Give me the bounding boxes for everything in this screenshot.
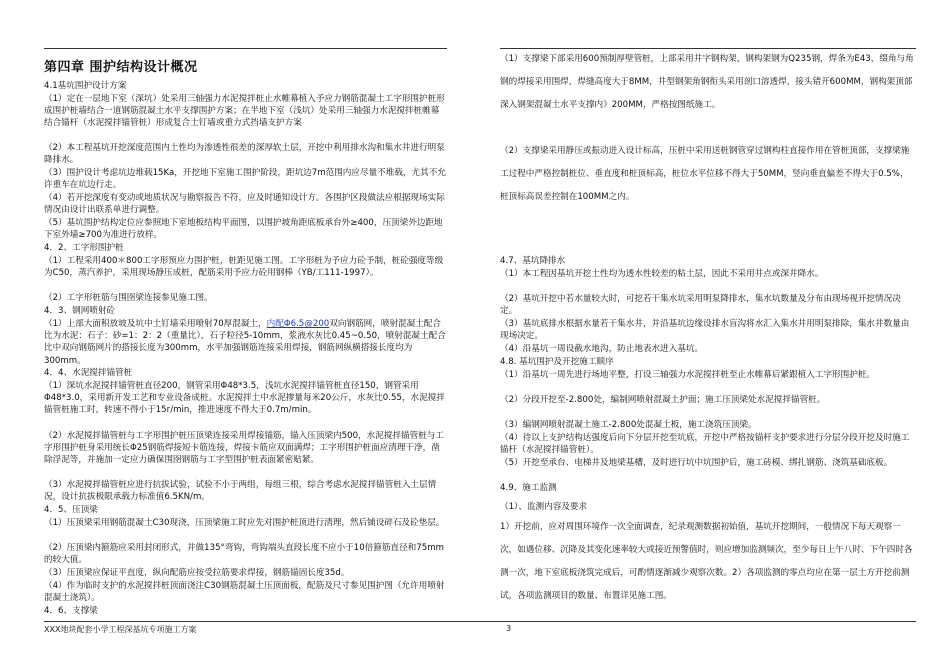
paragraph: （2）支撑梁采用静压或振动进入设计标高，压桩中采用送桩钢管穿过钢构柱直接作用在管桩顶部，支撑梁施工过程中严格控制桩位、垂直度和桩顶标高，桩位水平位移不得大于50MM，竖向垂直偏差不得大于0.5%，桩顶标高误差控制在100MM之内。 (500, 146, 910, 202)
section-4-5-heading: 4．5、压顶梁 (44, 505, 98, 515)
paragraph: 1）开挖前，应对周围环境作一次全面调查，纪录观测数据初始值，基坑开挖期间，一般情况下每天观察一次，如遇位移、沉降及其变化速率较大或接近预警值时，则应增加监测频次，至少每日上午八时、下午四时各测一次，地下室底板浇筑完成后，可酌情逐渐减少观察次数。2）各项监测的零点均应在第一层土方开挖前测试，各项监测项目的数量、布置详见施工图。 (500, 522, 913, 601)
footer-document-title: XXX地块配套小学工程深基坑专项施工方案 (44, 625, 197, 634)
paragraph: （3）编钢网喷射混凝土施工-2.800处混凝土板，施工浇筑压顶梁。 (500, 420, 757, 430)
paragraph: （4）作为临时支护的水泥搅拌桩顶面浇注C30钢筋混凝土压顶面板，配筋及尺寸参见围护图（允许用喷射混凝土浇筑）。 (44, 581, 445, 604)
paragraph: （1）深坑水泥搅拌锚管桩直径200，钢管采用Φ48*3.5，浅坑水泥搅拌锚管桩直径150，钢管采用Φ48*3.0，采用新开发工艺和专业设备成桩。水泥搅拌土中水泥掺量每米20公斤，水灰比0.55，水泥搅拌锚管桩施工时，转速不得小于15r/min，推进速度不得大于0.7m/min。 (44, 381, 445, 416)
paragraph: （3）水泥搅拌锚管桩应进行抗拔试验，试验不小于两组，每组三根，综合考虑水泥搅拌锚管桩入土层情况，设计抗拔极限承载力标准值6.5KN/m。 (44, 480, 437, 503)
paragraph: （1）支撑梁下部采用600预制厚壁管桩，上部采用井字钢构架，钢构架钢为Q235钢，焊条为E43，缀角与角钢的焊接采用围焊，焊缝高度大于8MM，井型钢架角钢衔头采用剖口溶透焊，接头错开600MM，钢构架顶部深入钢架混凝土水平支撑内》200MM，严格按图纸施工。 (500, 54, 914, 110)
paragraph-text: （1）上部大面积放坡及坑中土钉墙采用喷射70厚混凝土， (44, 319, 267, 329)
paragraph: （2）压顶梁内箍筋应采用封闭形式，并做135°弯钩，弯钩端头直段长度不应小于10倍箍筋直径和75mm的较大值。 (44, 543, 444, 566)
paragraph: （5）基坑围护结构定位应参照地下室地板结构平面图，以围护坡角距底板承台外≥400，压顶梁外边距地下室外墙≥700为准进行放样。 (44, 218, 443, 241)
section-4-6-heading: 4．6、支撑梁 (44, 606, 98, 616)
paragraph: （1）定在一层地下室（深坑）处采用三轴强力水泥搅拌桩止水帷幕植入予应力钢筋混凝土工字形围护桩形成围护桩墙结合一道钢筋混凝土水平支撑围护方案；在半地下室（浅坑）处采用三轴强力水泥搅拌桩帷幕结合锚杆（水泥搅拌锚管桩）形成复合土钉墙或重力式挡墙支护方案 (44, 94, 445, 129)
paragraph: （3）基坑底排水根据水量若干集水井，并沿基坑边缘设排水盲沟将水汇入集水井用明泵排除，集水井数量由现场决定。 (500, 319, 910, 342)
paragraph: （4）若开挖深度有变动或地质状况与勘察报告不符，应及时通知设计方。各围护区段做法应根据现场实际情况由设计出联系单进行调整。 (44, 193, 445, 216)
section-4-9-heading: 4.9、施工监测 (500, 483, 557, 493)
paragraph: （2）工字形桩筋与围囹梁连接参见施工图。 (44, 293, 213, 303)
paragraph: （1）沿基坑一周先进行场地平整，打设三轴强力水泥搅拌桩至止水帷幕后紧跟植入工字形围护桩。 (500, 370, 876, 380)
chapter-title: 第四章 围护结构设计概况 (44, 60, 198, 75)
paragraph: （3）围护设计考虑坑边堆载15Ka，开挖地下室施工围护阶段，距坑边7m范围内应尽量不堆载，尤其不允许重车在坑边行走。 (44, 168, 446, 191)
paragraph (44, 318, 447, 367)
rebar-spec-link[interactable]: 内配Φ6.5@200 (266, 319, 330, 329)
subsection-heading: （1）、监测内容及要求 (500, 502, 588, 512)
section-4-8-heading: 4.8. 基坑围护及开挖施工顺序 (500, 357, 614, 367)
paragraph-text: 双向钢筋网，喷射混凝土配合比为水泥：石子：砂=1：2：2（重量比），石子粒径5-10mm，浆液水灰比0.45~0.50，喷射混凝土配合比中双向钢筋网片的搭接长度为300mm，水平加强钢筋连接采用焊接，钢筋网纵横搭接长度均为300mm。 (44, 319, 446, 366)
paragraph: （2）水泥搅拌锚管桩与工字形围护桩压顶梁连接采用焊接锚筋，锚入压顶梁内500，水泥搅拌锚管桩与工字形围护桩身采用统长Φ25钢筋焊接短卡筋连接，焊接卡筋应双面满焊；工字形围护桩面应清理干净，凿除浮泥等，并施加一定应力确保围囹钢筋与工字型围护桩表面紧密贴紧。 (44, 431, 444, 466)
paragraph: （4）待以上支护结构达强度后向下分层开挖至坑底，开挖中严格按锚杆支护要求进行分层分段开挖及时施工锚杆（水泥搅拌锚管桩）。 (500, 433, 910, 456)
left-header-rule (44, 48, 447, 49)
paragraph: （2）分段开挖至-2.800处，编制网喷射混凝土护面；施工压顶梁处水泥搅拌锚管桩。 (500, 395, 826, 405)
section-4-3-heading: 4．3、钢网喷射砼 (44, 306, 116, 316)
section-4-7-heading: 4.7、基坑降排水 (500, 256, 566, 266)
paragraph: （5）开挖至承台、电梯井及地梁基槽，及时进行坑中坑围护后，施工砖模、绑扎钢筋、浇筑基础底板。 (500, 458, 893, 468)
paragraph: （2）基坑开挖中若水量较大时，可挖若干集水坑采用明泵降排水，集水坑数量及分布由现场视开挖情况决定。 (500, 294, 901, 317)
footer-rule (44, 621, 916, 622)
paragraph: （1）工程采用400＊800工字形预应力围护桩，桩距见施工图。工字形桩为予应力砼予制，桩砼强度等级为C50，蒸汽养护，采用现场静压成桩，配筋采用予应力砼用钢棒（YB/工111-1997）。 (44, 256, 444, 279)
section-4-1-heading: 4.1基坑围护设计方案 (44, 81, 127, 91)
paragraph: （3）压顶梁应保证平直度，纵向配筋应按受拉筋要求焊接，钢筋锚固长度35d。 (44, 568, 350, 578)
paragraph: （4）沿基坑一周设截水地沟，防止地表水进入基坑。 (500, 344, 704, 354)
section-4-4-heading: 4．4、水泥搅拌锚管桩 (44, 368, 133, 378)
page-number: 3 (506, 624, 512, 633)
paragraph: （1）压顶梁采用钢筋混凝土C30现浇，压顶梁施工时应先对围护桩顶进行清理，然后铺设碎石及砼垫层。 (44, 518, 445, 528)
paragraph: （1）本工程因基坑开挖土性均为透水性较差的粘土层，因此不采用井点或深井降水。 (500, 269, 824, 279)
section-4-2-heading: 4．2、工字形围护桩 (44, 243, 124, 253)
paragraph: （2）本工程基坑开挖深度范围内土性均为渗透性很差的深厚软土层，开挖中利用排水沟和集水井进行明泵降排水。 (44, 143, 445, 166)
